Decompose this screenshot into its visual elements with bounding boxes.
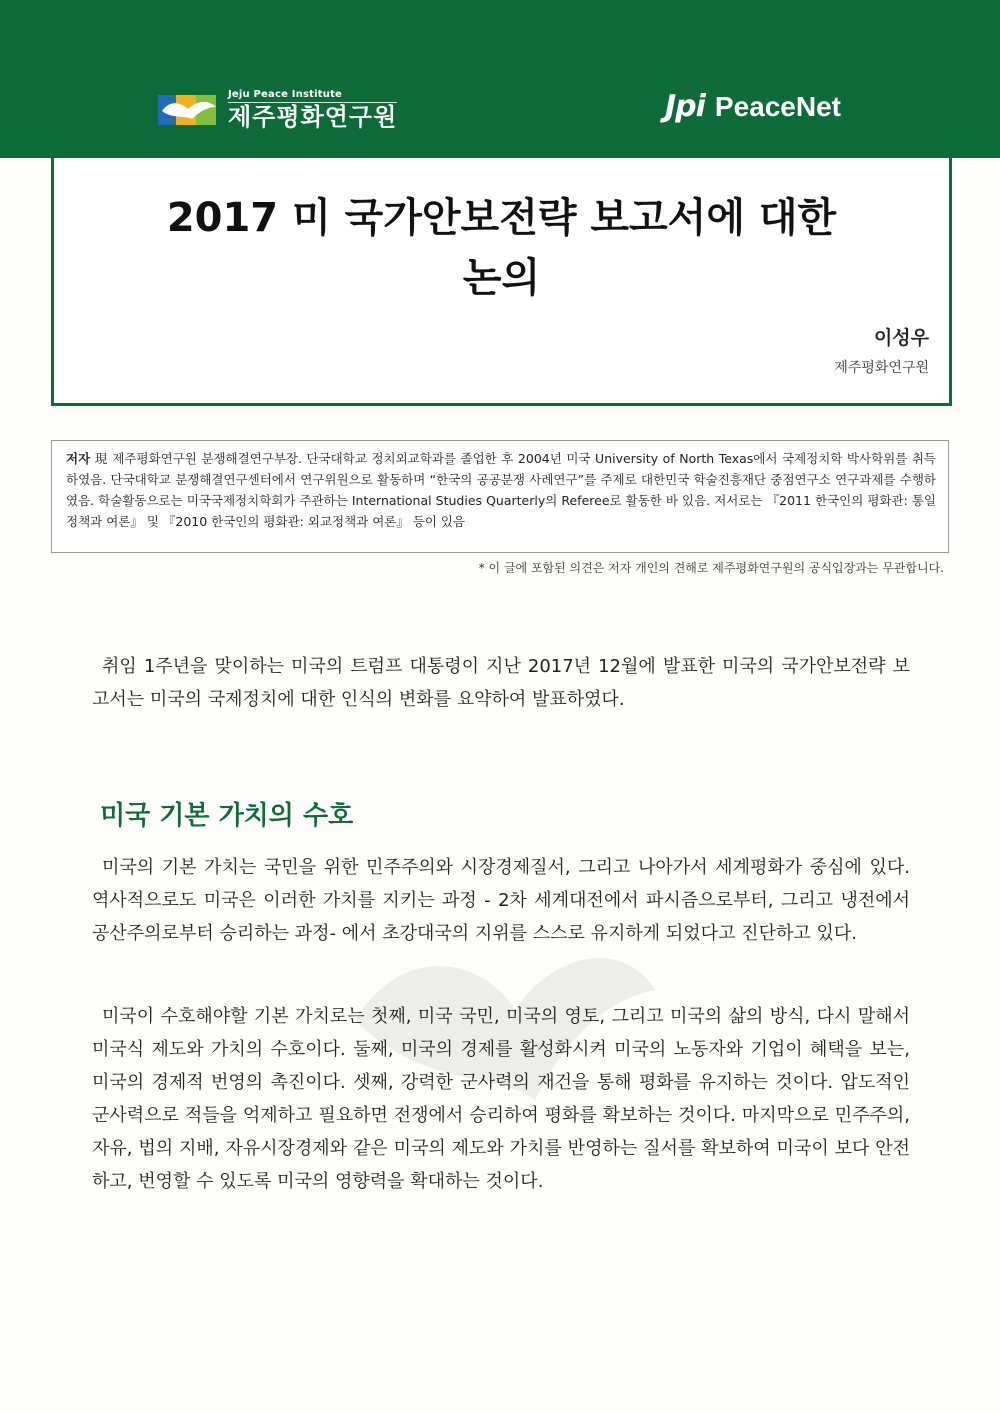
peacenet-logo <box>665 89 841 124</box>
logo-korean-name: 제주평화연구원 <box>228 103 398 131</box>
bio-text: 現 제주평화연구원 분쟁해결연구부장. 단국대학교 정치외교학과를 졸업한 후 2004년 미국 University of North Texas에서 국제정치학 박사학위를 취득하였음. 단국대학교 분쟁해결연구센터에서 연구위원으로 활동하며 “한국의 공공분쟁 사례연구”를 주제로 대한민국 학술진흥재단 중점연구소 연구과제를 수행하였음. 학술활동으로는 미국국제정치학회가 주관하는 International Studies Quarterly의 Referee로 활동한 바 있음. 저서로는 『2011 한국인의 평화관: 통일정책과 여론』 및 『2010 한국인의 평화관: 외교정책과 여론』 등이 있음 <box>66 451 936 529</box>
peacenet-name: PeaceNet <box>714 90 841 122</box>
body-paragraph-1: 미국의 기본 가치는 국민을 위한 민주주의와 시장경제질서, 그리고 나아가서 세계평화가 중심에 있다. 역사적으로도 미국은 이러한 가치를 지키는 과정 - 2차 세계대전에서 파시즘으로부터, 그리고 냉전에서 공산주의로부터 승리하는 과정- 에서 초강대국의 지위를 스스로 유지하게 되었다고 진단하고 있다. <box>92 857 910 944</box>
dove-logo-icon <box>158 89 220 131</box>
document-title <box>54 188 949 308</box>
title-line-2: 논의 <box>462 255 541 301</box>
title-line-1: 2017 미 국가안보전략 보고서에 대한 <box>166 195 837 241</box>
title-frame <box>51 50 952 406</box>
section-heading: 미국 기본 가치의 수호 <box>100 801 354 831</box>
author-bio-box <box>51 440 949 553</box>
bio-label: 저자 <box>66 451 91 466</box>
logo-english-name: Jeju Peace Institute <box>228 89 397 103</box>
peacenet-mark: Jpi <box>664 89 705 124</box>
jeju-peace-institute-logo <box>158 86 397 134</box>
author-name: 이성우 <box>873 327 929 349</box>
disclaimer: * 이 글에 포함된 의견은 저자 개인의 견해로 제주평화연구원의 공식입장과는 무관합니다. <box>478 561 944 575</box>
body-paragraph-2: 미국이 수호해야할 기본 가치로는 첫째, 미국 국민, 미국의 영토, 그리고 미국의 삶의 방식, 다시 말해서 미국식 제도와 가치의 수호이다. 둘째, 미국의 경제를 활성화시켜 미국의 노동자와 기업이 혜택을 보는, 미국의 경제적 번영의 촉진이다. 셋째, 강력한 군사력의 재건을 통해 평화를 유지하는 것이다. 압도적인 군사력으로 적들을 억제하고 필요하면 전쟁에서 승리하여 평화를 확보하는 것이다. 마지막으로 민주주의, 자유, 법의 지배, 자유시장경제와 같은 미국의 제도와 가치를 반영하는 질서를 확보하여 미국이 보다 안전하고, 번영할 수 있도록 미국의 영향력을 확대하는 것이다. <box>92 1006 910 1192</box>
author-organization: 제주평화연구원 <box>834 360 929 376</box>
logo-text <box>228 89 397 131</box>
intro-paragraph: 취임 1주년을 맞이하는 미국의 트럼프 대통령이 지난 2017년 12월에 발표한 미국의 국가안보전략 보고서는 미국의 국제정치에 대한 인식의 변화를 요약하여 발표하였다. <box>92 656 910 710</box>
